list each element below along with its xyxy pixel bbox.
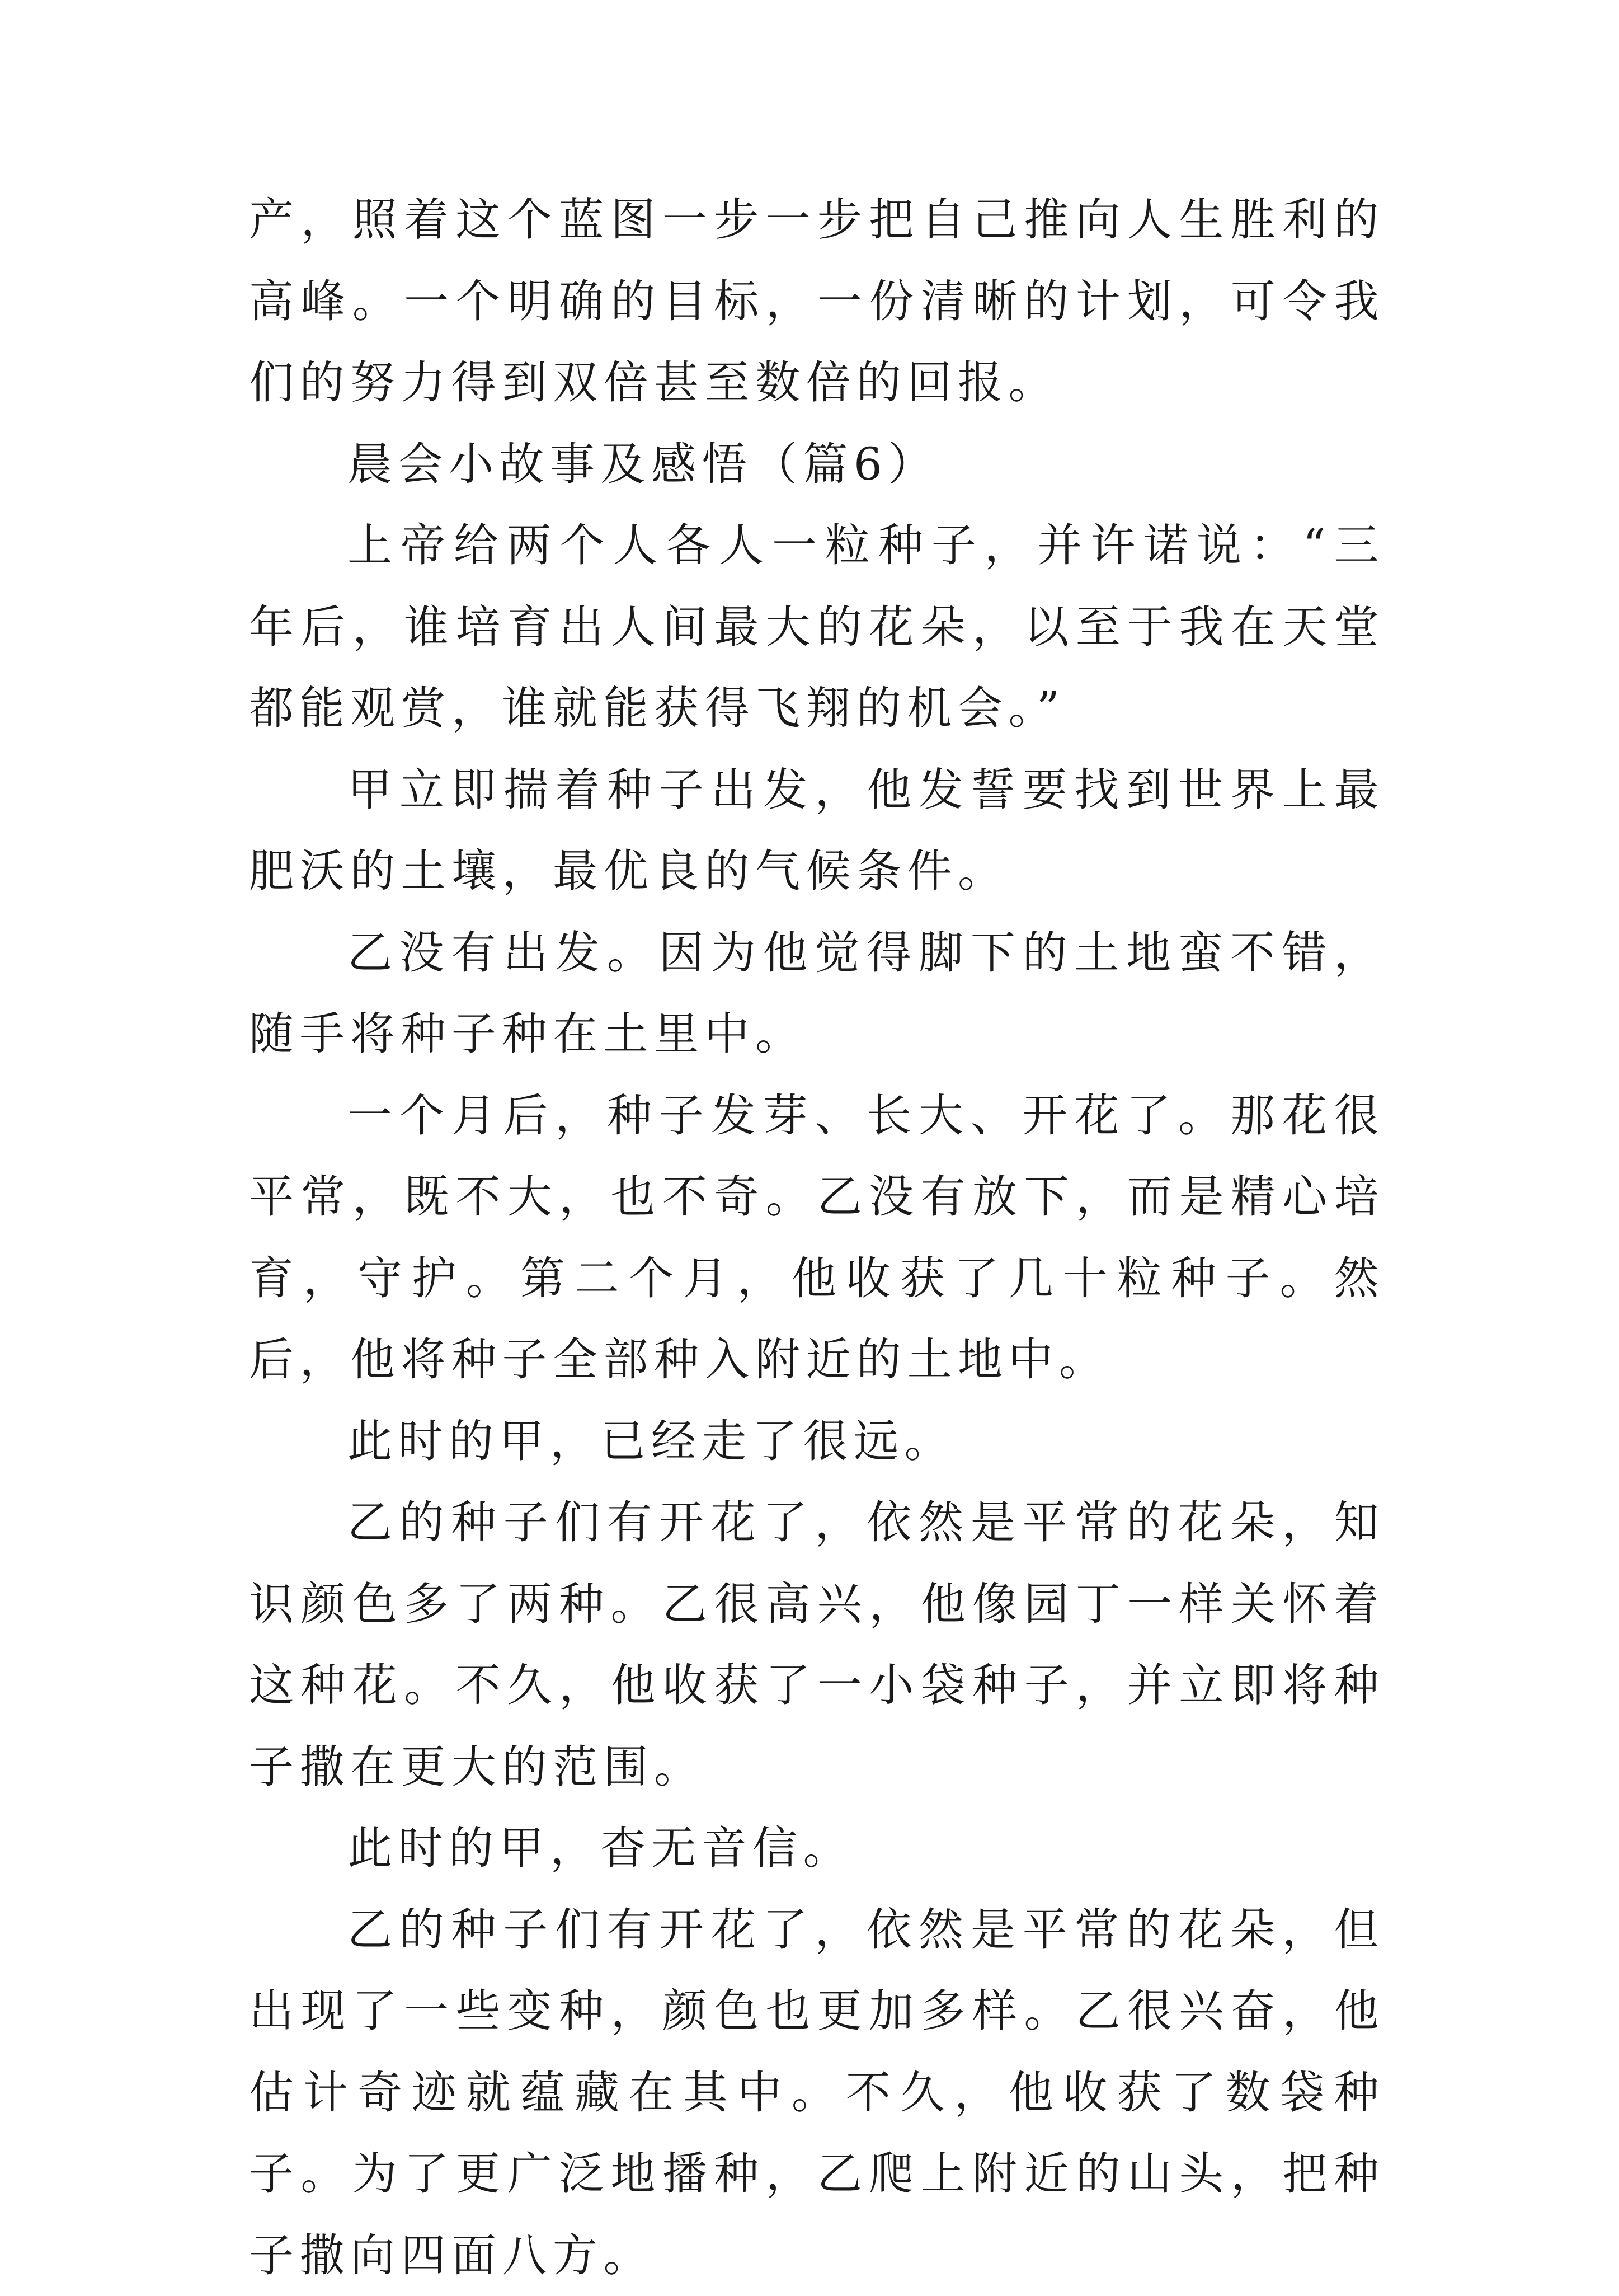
paragraph: 乙的种子们有开花了，依然是平常的花朵，知识颜色多了两种。乙很高兴，他像园丁一样关怀着这种花。不久，他收获了一小袋种子，并立即将种子撒在更大的范围。 [249, 1482, 1385, 1807]
paragraph: 乙的种子们有开花了，依然是平常的花朵，但出现了一些变种，颜色也更加多样。乙很兴奋，他估计奇迹就蕴藏在其中。不久，他收获了数袋种子。为了更广泛地播种，乙爬上附近的山头，把种子撒向四面八方。 [249, 1889, 1385, 2296]
paragraph: 乙没有出发。因为他觉得脚下的土地蛮不错，随手将种子种在土里中。 [249, 912, 1385, 1075]
paragraph: 一个月后，种子发芽、长大、开花了。那花很平常，既不大，也不奇。乙没有放下，而是精心培育，守护。第二个月，他收获了几十粒种子。然后，他将种子全部种入附近的土地中。 [249, 1075, 1385, 1401]
section-heading: 晨会小故事及感悟（篇6） [249, 424, 1385, 505]
paragraph: 甲立即揣着种子出发，他发誓要找到世界上最肥沃的土壤，最优良的气候条件。 [249, 749, 1385, 912]
paragraph: 此时的甲，杳无音信。 [249, 1807, 1385, 1889]
document-body [249, 179, 1385, 2296]
paragraph-continuation: 产，照着这个蓝图一步一步把自己推向人生胜利的高峰。一个明确的目标，一份清晰的计划，可令我们的努力得到双倍甚至数倍的回报。 [249, 179, 1385, 424]
paragraph: 此时的甲，已经走了很远。 [249, 1401, 1385, 1482]
paragraph: 上帝给两个人各人一粒种子，并许诺说：“三年后，谁培育出人间最大的花朵，以至于我在天堂都能观赏，谁就能获得飞翔的机会。” [249, 505, 1385, 749]
